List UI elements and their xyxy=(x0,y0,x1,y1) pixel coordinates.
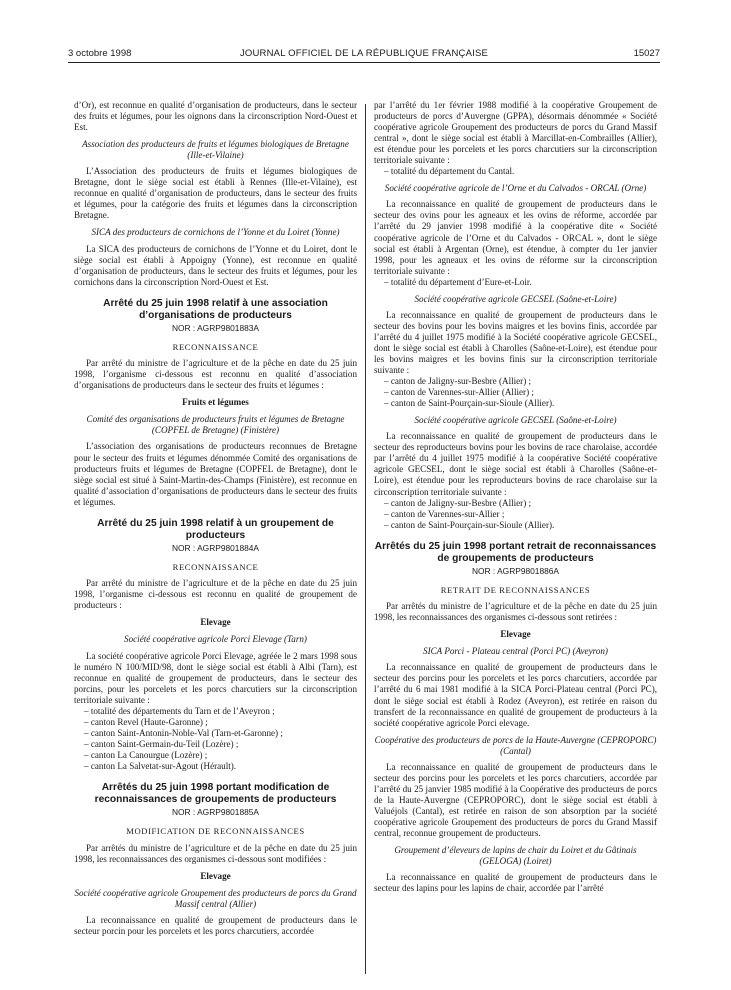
subsection-heading: Elevage xyxy=(500,629,531,640)
list-item: – canton de Jaligny-sur-Besbre (Allier) ; xyxy=(384,497,532,508)
header-page-number: 15027 xyxy=(633,48,660,59)
section-heading: SICA des producteurs de cornichons de l’Yonne et du Loiret (Yonne) xyxy=(91,227,340,238)
list-item: – canton de Varennes-sur-Allier (Allier) ; xyxy=(384,387,534,398)
list-item: – totalité du département d’Eure-et-Loir. xyxy=(384,276,532,287)
list-item: – canton de Saint-Pourçain-sur-Sioule (Allier). xyxy=(384,398,555,409)
paragraph: La reconnaissance en qualité de groupement de producteurs dans le secteur des porcins pour les porcelets et les porcs charcutiers, accordée par l’arrêté du 6 mai 1981 modifié à la SICA Porci-Plateau central (Porci PC), dont le siège social est établi à Rodez (Aveyron), est retirée en raison du transfert de la reconnaissance en qualité de groupement de producteurs à la société coopérative agricole Porci elevage. xyxy=(374,662,657,728)
section-caps: RECONNAISSANCE xyxy=(172,342,259,353)
header-journal-title: JOURNAL OFFICIEL DE LA RÉPUBLIQUE FRANÇAISE xyxy=(239,48,489,59)
decree-title: Arrêtés du 25 juin 1998 portant modification de reconnaissances de groupements de producteurs xyxy=(94,782,337,806)
paragraph: La reconnaissance en qualité de groupement de producteurs dans le secteur des ovins pour les agneaux et les ovins de réforme, accordée par l’arrêté du 29 janvier 1998 modifié à la coopérative dite « Société coopérative agricole de l’Orne et du Calvados - ORCAL », dont le siège social est établi à Argentan (Orne), est étendue, à compter du 1er janvier 1998, pour les agneaux et les ovins de réforme sur la circonscription territoriale suivante : xyxy=(374,199,657,276)
section-heading: Société coopérative agricole Porci Elevage (Tarn) xyxy=(124,634,307,645)
paragraph: Par arrêtés du ministre de l’agriculture et de la pêche en date du 25 juin 1998, les reconnaissances des organismes ci-dessous sont retirées : xyxy=(374,601,657,623)
section-heading: Coopérative des producteurs de porcs de la Haute-Auvergne (CEPROPORC) (Cantal) xyxy=(374,734,657,756)
paragraph: La reconnaissance en qualité de groupement de producteurs dans le secteur des reproducteurs bovins pour les bovins de race charolaise, accordée par l’arrêté du 4 juillet 1975 modifié à la coopérative Société coopérative agricole GECSEL, dont le siège social est établi à Charolles (Saône-et-Loire), est étendue pour les reproducteurs bovins de race charolaise sur la circonscription territoriale suivante : xyxy=(374,431,657,497)
section-heading: Société coopérative agricole de l’Orne et du Calvados - ORCAL (Orne) xyxy=(384,183,647,194)
nor-reference: NOR : AGRP9801886A xyxy=(471,566,560,577)
paragraph: Par arrêté du ministre de l’agriculture et de la pêche en date du 25 juin 1998, l’organisme ci-dessous est reconnu en qualité d’association d’organisations de producteurs dans le secteur des fruits et légumes : xyxy=(74,358,357,391)
decree-title: Arrêté du 25 juin 1998 relatif à un groupement de producteurs xyxy=(97,517,334,541)
section-heading: Société coopérative agricole Groupement des producteurs de porcs du Grand Massif central (Allier) xyxy=(74,887,357,909)
subsection-heading: Elevage xyxy=(200,870,231,881)
header-rule xyxy=(68,62,660,63)
paragraph: L’association des organisations de producteurs reconnues de Bretagne pour le secteur des fruits et légumes dénommée Comité des organisations de producteurs fruits et légumes de Bretagne (COPFEL de Bretagne), dont le siège social est situé à Saint-Martin-des-Champs (Finistère), est reconnue en qualité d’association d’organisations de producteurs dans le secteur des fruits et légumes. xyxy=(74,441,357,507)
left-column xyxy=(74,100,357,937)
section-heading: Comité des organisations de producteurs fruits et légumes de Bretagne (COPFEL de Bretagne) (Finistère) xyxy=(86,414,345,436)
list-item: – canton La Salvetat-sur-Agout (Hérault). xyxy=(84,760,237,771)
section-heading: Société coopérative agricole GECSEL (Saône-et-Loire) xyxy=(414,293,617,304)
list-item: – canton de Jaligny-sur-Besbre (Allier) ; xyxy=(384,376,532,387)
list-item: – canton de Varennes-sur-Allier ; xyxy=(384,508,505,519)
section-caps: MODIFICATION DE RECONNAISSANCES xyxy=(126,826,305,837)
paragraph: par l’arrêté du 1er février 1988 modifié à la coopérative Groupement de producteurs de porcs d’Auvergne (GPPA), désormais dénommée « Société coopérative agricole Groupement des producteurs de porcs du Grand Massif central », dont le siège social est établi à Marcillat-en-Combrailles (Allier), est étendue pour les porcelets et les porcs charcutiers sur la circonscription territoriale suivante : xyxy=(374,100,657,166)
column-divider xyxy=(365,104,366,974)
decree-title: Arrêtés du 25 juin 1998 portant retrait de reconnaissances de groupements de producteurs xyxy=(374,540,657,564)
paragraph: Par arrêtés du ministre de l’agriculture et de la pêche en date du 25 juin 1998, les reconnaissances des organismes ci-dessous sont modifiées : xyxy=(74,842,357,864)
header-date: 3 octobre 1998 xyxy=(68,48,132,59)
paragraph: La société coopérative agricole Porci Elevage, agréée le 2 mars 1998 sous le numéro N 100/MID/98, dont le siège social est établi à Albi (Tarn), est reconnue en qualité de groupement de producteurs, dans le secteur des porcins, pour les porcelets et les porcs charcutiers sur la circonscription territoriale suivante : xyxy=(74,650,357,705)
list-item: – totalité des départements du Tarn et de l’Aveyron ; xyxy=(84,705,275,716)
paragraph: Par arrêté du ministre de l’agriculture et de la pêche en date du 25 juin 1998, l’organisme ci-dessous est reconnu en qualité de groupement de producteurs : xyxy=(74,578,357,611)
section-caps: RECONNAISSANCE xyxy=(172,562,259,573)
list-item: – totalité du département du Cantal. xyxy=(384,166,515,177)
nor-reference: NOR : AGRP9801885A xyxy=(171,807,260,818)
paragraph: La SICA des producteurs de cornichons de l’Yonne et du Loiret, dont le siège social est établi à Appoigny (Yonne), est reconnue en qualité d’organisation de producteurs, dans le secteur des fruits et légumes, pour les cornichons dans la circonscription Nord-Ouest et Est. xyxy=(74,243,357,287)
list-item: – canton Revel (Haute-Garonne) ; xyxy=(84,716,208,727)
list-item: – canton Saint-Germain-du-Teil (Lozère) ; xyxy=(84,738,239,749)
page-header xyxy=(68,46,660,62)
paragraph: La reconnaissance en qualité de groupement de producteurs dans le secteur des lapins pour les lapins de chair, accordée par l’arrêté xyxy=(374,872,657,894)
paragraph: d’Or), est reconnue en qualité d’organisation de producteurs, dans le secteur des fruits et légumes, pour les oignons dans la circonscription Nord-Ouest et Est. xyxy=(74,100,357,133)
paragraph: La reconnaissance en qualité de groupement de producteurs dans le secteur des porcins pour les porcelets et les porcs charcutiers, accordée par l’arrêté du 25 janvier 1985 modifié à la Coopérative des producteurs de porcs de la Haute-Auvergne (CEPROPORC), dont le siège social est établi à Valuéjols (Cantal), est retirée en raison de son absorption par la société coopérative agricole Groupement des producteurs de porcs du Grand Massif central, reconnue groupement de producteurs. xyxy=(374,761,657,839)
paragraph: L’Association des producteurs de fruits et légumes biologiques de Bretagne, dont le siège social est établi à Rennes (Ille-et-Vilaine), est reconnue en qualité d’organisation de producteurs, dans le secteur des fruits et légumes, pour la catégorie des fruits et légumes dans la circonscription Bretagne. xyxy=(74,166,357,221)
section-heading: Groupement d’éleveurs de lapins de chair du Loiret et du Gâtinais (GELOGA) (Loiret) xyxy=(394,845,637,867)
subsection-heading: Elevage xyxy=(200,617,231,628)
decree-title: Arrêté du 25 juin 1998 relatif à une association d’organisations de producteurs xyxy=(103,297,328,321)
section-heading: Association des producteurs de fruits et légumes biologiques de Bretagne (Ille-et-Vilaine) xyxy=(82,139,349,161)
section-caps: RETRAIT DE RECONNAISSANCES xyxy=(440,585,591,596)
right-column xyxy=(374,100,657,894)
nor-reference: NOR : AGRP9801884A xyxy=(171,543,260,554)
section-heading: SICA Porci - Plateau central (Porci PC) (Aveyron) xyxy=(423,646,608,657)
section-heading: Société coopérative agricole GECSEL (Saône-et-Loire) xyxy=(414,415,617,426)
list-item: – canton La Canourgue (Lozère) ; xyxy=(84,749,208,760)
paragraph: La reconnaissance en qualité de groupement de producteurs dans le secteur porcin pour les porcelets et les porcs charcutiers, accordée xyxy=(74,914,357,936)
list-item: – canton Saint-Antonin-Noble-Val (Tarn-et-Garonne) ; xyxy=(84,727,283,738)
list-item: – canton de Saint-Pourçain-sur-Sioule (Allier). xyxy=(384,519,555,530)
list xyxy=(74,706,357,772)
paragraph: La reconnaissance en qualité de groupement de producteurs dans le secteur des bovins pour les bovins maigres et les bovins finis, accordée par l’arrêté du 4 juillet 1975 modifié à la Société coopérative agricole GECSEL, dont le siège social est établi à Charolles (Saône-et-Loire), est étendue pour les bovins maigres et les bovins finis sur la circonscription territoriale suivante : xyxy=(374,309,657,376)
nor-reference: NOR : AGRP9801883A xyxy=(171,323,260,334)
subsection-heading: Fruits et légumes xyxy=(182,397,249,408)
